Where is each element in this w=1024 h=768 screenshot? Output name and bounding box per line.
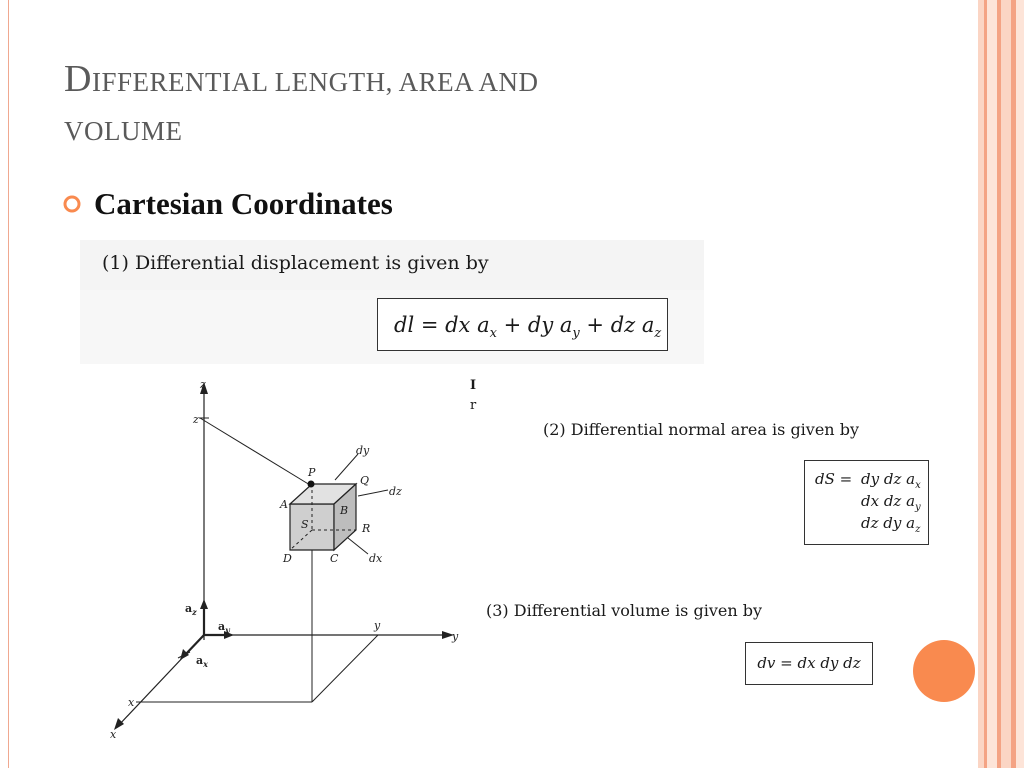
svg-text:P: P xyxy=(308,466,316,479)
cartesian-diagram xyxy=(0,368,480,768)
svg-text:z: z xyxy=(193,413,199,426)
svg-text:ay: $a_y$ xyxy=(218,620,230,635)
stray-mark-1: I xyxy=(470,378,477,393)
svg-text:y: y xyxy=(452,630,459,643)
title-initial: D xyxy=(64,58,92,100)
equation-volume: dv = dx dy dz xyxy=(745,642,873,685)
decorative-orange-circle xyxy=(913,640,975,702)
svg-text:S: S xyxy=(301,518,309,531)
svg-text:y: y xyxy=(374,619,381,632)
item1-text: (1) Differential displacement is given by xyxy=(102,252,489,274)
item2-text: (2) Differential normal area is given by xyxy=(543,420,859,439)
svg-text:dx: dx xyxy=(369,552,383,565)
equation-displacement: dl = dx $a_x$ + dy $a_y$ + dz $a_z$ xyxy=(377,298,668,351)
svg-text:ax: $a_x$ xyxy=(196,654,208,669)
bullet-heading: Cartesian Coordinates xyxy=(94,186,393,221)
svg-text:az: $a_z$ xyxy=(185,602,197,617)
point-P xyxy=(308,481,315,488)
title-line1: IFFERENTIAL LENGTH, AREA AND xyxy=(91,67,539,97)
svg-text:A: A xyxy=(280,498,288,511)
svg-text:D: D xyxy=(283,552,292,565)
svg-text:dz: dz xyxy=(389,485,402,498)
stray-mark-2: r xyxy=(470,398,477,413)
bullet-icon xyxy=(62,194,82,214)
svg-text:Q: Q xyxy=(360,474,370,487)
svg-text:B: B xyxy=(340,504,349,517)
az-arrow xyxy=(200,599,208,609)
slide-title xyxy=(64,56,538,154)
svg-text:x: x xyxy=(128,696,135,709)
item3-text: (3) Differential volume is given by xyxy=(486,601,763,620)
svg-text:C: C xyxy=(330,552,339,565)
title-line2: VOLUME xyxy=(64,116,183,146)
equation-area: dS = dy dz $a_x$ dx dz $a_y$ dz dy $a_z$ xyxy=(804,460,929,545)
svg-text:x: x xyxy=(110,728,117,741)
decorative-stripes xyxy=(978,0,1024,768)
svg-text:z: z xyxy=(200,378,206,391)
svg-text:R: R xyxy=(362,522,371,535)
svg-text:dy: dy xyxy=(356,444,370,457)
